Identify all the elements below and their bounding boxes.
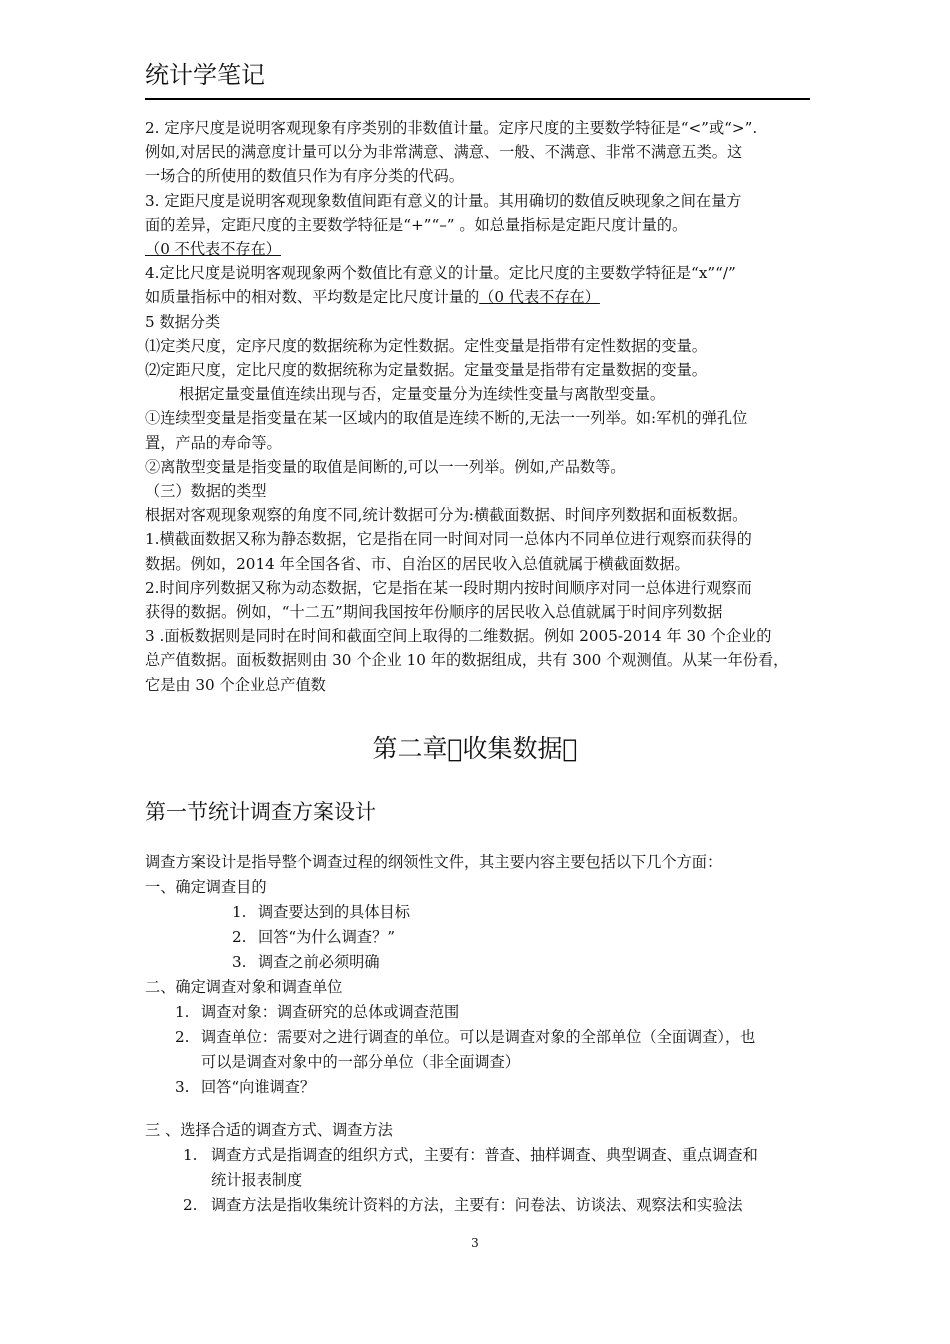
list-item [145, 900, 810, 925]
list-number: 1. [175, 1003, 190, 1021]
text-line: 获得的数据。例如，“十二五”期间我国按年份顺序的居民收入总值就属于时间序列数据 [145, 603, 723, 622]
spacer [145, 1100, 810, 1118]
list-number: 2. [183, 1196, 198, 1214]
text-line: 5 数据分类 [145, 312, 221, 331]
text-line: 4.定比尺度是说明客观现象两个数值比有意义的计量。定比尺度的主要数学特征是“x”“/” [145, 264, 736, 283]
text-line: ①连续型变量是指变量在某一区域内的取值是连续不断的,无法一一列举。如:军机的弹孔位 [145, 409, 748, 428]
list-number: 1. [232, 903, 247, 921]
list-text: 调查单位：需要对之进行调查的单位。可以是调查对象的全部单位（全面调查），也 [201, 1028, 756, 1046]
section-heading: 第一节统计调查方案设计 [145, 800, 376, 824]
text-line: ②离散型变量是指变量的取值是间断的,可以一一列举。例如,产品数等。 [145, 457, 626, 476]
text-line: 根据定量变量值连续出现与否，定量变量分为连续性变量与离散型变量。 [179, 385, 665, 404]
list-number: 1. [183, 1146, 198, 1164]
list-text: 回答“向谁调查？ [201, 1078, 316, 1096]
list-text: 回答“为什么调查？” [258, 928, 396, 946]
text-line: ⑵定距尺度，定比尺度的数据统称为定量数据。定量变量是指带有定量数据的变量。 [145, 361, 707, 380]
list-number: 2. [175, 1028, 190, 1046]
part-heading: 一、确定调查目的 [145, 878, 267, 896]
underlined-note: （0 不代表不存在） [145, 240, 281, 259]
text-line: 2.时间序列数据又称为动态数据，它是指在某一段时期内按时间顺序对同一总体进行观察而 [145, 578, 752, 597]
underlined-note: （0 代表不存在） [479, 288, 600, 307]
list-item-continuation: 可以是调查对象中的一部分单位（非全面调查） [201, 1053, 520, 1071]
chapter-heading: 第二章 收集数据  [372, 734, 578, 763]
text-line: 例如,对居民的满意度计量可以分为非常满意、满意、一般、不满意、非常不满意五类。这 [145, 143, 743, 162]
list-item [145, 1075, 810, 1100]
list-text: 调查之前必须明确 [258, 953, 380, 971]
text-line: 根据对客观现象观察的角度不同,统计数据可分为:横截面数据、时间序列数据和面板数据。 [145, 506, 748, 525]
text-line: （三）数据的类型 [145, 482, 267, 501]
list-item [145, 1025, 810, 1050]
list-number: 3. [232, 953, 247, 971]
text-span: 如质量指标中的相对数、平均数是定比尺度计量的 [145, 288, 480, 307]
text-line: 一场合的所使用的数值只作为有序分类的代码。 [145, 167, 464, 186]
list-item [145, 1193, 810, 1218]
list-item-continuation: 统计报表制度 [211, 1171, 303, 1189]
running-header-title: 统计学笔记 [145, 61, 265, 89]
header-rule [145, 98, 810, 100]
text-line: 它是由 30 个企业总产值数 [145, 675, 326, 694]
list-item [145, 950, 810, 975]
text-line: ⑴定类尺度，定序尺度的数据统称为定性数据。定性变量是指带有定性数据的变量。 [145, 336, 707, 355]
list-item [145, 1143, 810, 1168]
survey-design-content [145, 850, 810, 1218]
text-line: 总产值数据。面板数据则由 30 个企业 10 年的数据组成，共有 300 个观测值。从某一年份看， [145, 651, 789, 670]
list-number: 2. [232, 928, 247, 946]
list-text: 调查方法是指收集统计资料的方法，主要有：问卷法、访谈法、观察法和实验法 [211, 1196, 743, 1214]
list-item [145, 925, 810, 950]
text-line [145, 285, 810, 309]
text-line: 3 .面板数据则是同时在时间和截面空间上取得的二维数据。例如 2005-2014 年 30 个企业的 [145, 627, 772, 646]
intro-line: 调查方案设计是指导整个调查过程的纲领性文件，其主要内容主要包括以下几个方面： [145, 853, 723, 871]
part-heading: 二、确定调查对象和调查单位 [145, 978, 343, 996]
text-line: 面的差异，定距尺度的主要数学特征是“+”“–” 。如总量指标是定距尺度计量的。 [145, 215, 688, 234]
list-number: 3. [175, 1078, 190, 1096]
list-text: 调查方式是指调查的组织方式，主要有：普查、抽样调查、典型调查、重点调查和 [211, 1146, 758, 1164]
body-text [145, 116, 810, 697]
text-line: 3. 定距尺度是说明客观现象数值间距有意义的计量。其用确切的数值反映现象之间在量方 [145, 191, 742, 210]
list-item [145, 1000, 810, 1025]
text-line: 1.横截面数据又称为静态数据，它是指在同一时间对同一总体内不同单位进行观察而获得的 [145, 530, 752, 549]
text-line: 置，产品的寿命等。 [145, 433, 282, 452]
part-heading: 三 、选择合适的调查方式、调查方法 [145, 1121, 393, 1139]
list-text: 调查对象：调查研究的总体或调查范围 [201, 1003, 460, 1021]
text-line: 数据。例如，2014 年全国各省、市、自治区的居民收入总值就属于横截面数据。 [145, 554, 690, 573]
page-number: 3 [471, 1236, 479, 1250]
list-text: 调查要达到的具体目标 [258, 903, 410, 921]
text-line: 2. 定序尺度是说明客观现象有序类别的非数值计量。定序尺度的主要数学特征是“<”或“>”. [145, 119, 758, 137]
